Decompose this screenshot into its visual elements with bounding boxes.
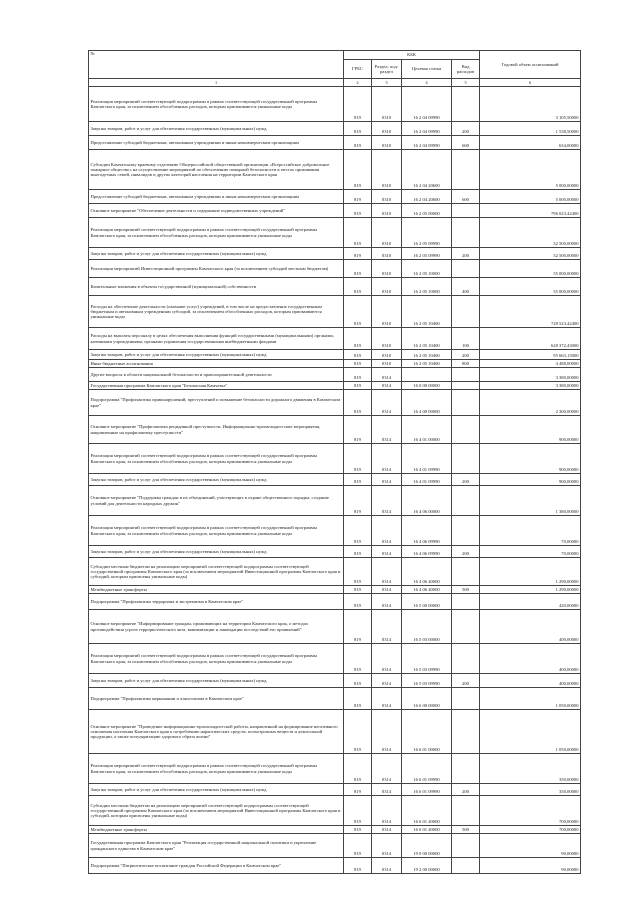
row-vr xyxy=(452,296,480,328)
row-vr: 200 xyxy=(452,350,480,360)
row-razdel: 0310 xyxy=(372,260,402,278)
column-number-row xyxy=(89,79,581,87)
row-sum: 95 663,15000 xyxy=(480,350,581,360)
row-grbs: 819 xyxy=(344,190,372,204)
row-razdel: 0310 xyxy=(372,218,402,248)
row-vr xyxy=(452,416,480,444)
row-vr: 500 xyxy=(452,586,480,594)
row-razdel: 0314 xyxy=(372,710,402,754)
row-razdel: 0310 xyxy=(372,122,402,136)
row-vr: 200 xyxy=(452,784,480,796)
row-cs: 16 2 04 09990 xyxy=(402,136,452,150)
row-name: Закупка товаров, работ и услуг для обеспечения государственных (муниципальных) нужд xyxy=(89,248,344,260)
table-row xyxy=(89,87,581,122)
row-grbs: 819 xyxy=(344,586,372,594)
row-cs: 16 6 01 40000 xyxy=(402,796,452,826)
row-name: Закупка товаров, работ и услуг для обеспечения государственных (муниципальных) нужд xyxy=(89,546,344,558)
row-sum: 90,00000 xyxy=(480,858,581,874)
row-grbs: 819 xyxy=(344,644,372,674)
row-cs: 16 4 06 09990 xyxy=(402,516,452,546)
row-name: Другие вопросы в области национальной безопасности и правоохранительной деятельности xyxy=(89,368,344,382)
row-sum: 1 050,00000 xyxy=(480,710,581,754)
row-grbs: 819 xyxy=(344,594,372,610)
table-row xyxy=(89,586,581,594)
row-sum: 400,00000 xyxy=(480,610,581,644)
row-grbs: 819 xyxy=(344,278,372,296)
table-row xyxy=(89,474,581,486)
row-name: Закупка товаров, работ и услуг для обеспечения государственных (муниципальных) нужд xyxy=(89,784,344,796)
row-razdel: 0310 xyxy=(372,136,402,150)
row-cs: 16 2 05 10400 xyxy=(402,328,452,350)
row-razdel: 0314 xyxy=(372,610,402,644)
row-sum: 700,00000 xyxy=(480,826,581,834)
row-name: Подпрограмма "Профилактика наркомании и алкоголизма в Камчатском крае" xyxy=(89,688,344,710)
row-cs: 16 5 03 09990 xyxy=(402,674,452,688)
row-cs: 16 2 04 09990 xyxy=(402,87,452,122)
row-grbs: 819 xyxy=(344,474,372,486)
row-name: Закупка товаров, работ и услуг для обеспечения государственных (муниципальных) нужд xyxy=(89,674,344,688)
table-row xyxy=(89,710,581,754)
row-cs: 16 2 04 20600 xyxy=(402,150,452,190)
row-name: Реализация мероприятий соответствующей подпрограммы в рамках соответствующей государственной программы Камчатского края, за исключением обособленных расходов, которым присваиваются уникальные коды xyxy=(89,516,344,546)
row-name: Основное мероприятие "Проведение информационно-пропагандистской работы, направленной на формирование негативного отношения населения Камчатского края к потреблению наркотических средств, психотропных веществ и алкогольной продукции, а также популяризацию здорового образа жизни" xyxy=(89,710,344,754)
row-cs: 16 5 03 00000 xyxy=(402,610,452,644)
row-cs: 16 2 05 09990 xyxy=(402,248,452,260)
row-sum: 32 500,00000 xyxy=(480,218,581,248)
row-grbs: 819 xyxy=(344,218,372,248)
table-row xyxy=(89,444,581,474)
row-vr xyxy=(452,368,480,382)
table-row xyxy=(89,826,581,834)
row-razdel: 0310 xyxy=(372,328,402,350)
row-vr xyxy=(452,150,480,190)
row-grbs: 819 xyxy=(344,486,372,516)
header-name xyxy=(89,51,344,79)
row-cs: 16 4 06 40000 xyxy=(402,558,452,586)
row-vr: 200 xyxy=(452,474,480,486)
row-razdel: 0314 xyxy=(372,368,402,382)
table-row xyxy=(89,416,581,444)
row-grbs: 819 xyxy=(344,328,372,350)
row-razdel: 0314 xyxy=(372,858,402,874)
column-number: 3 xyxy=(372,79,402,87)
row-vr xyxy=(452,754,480,784)
row-cs: 19 0 00 00000 xyxy=(402,834,452,858)
row-razdel: 0314 xyxy=(372,834,402,858)
row-sum: 3 380,00000 xyxy=(480,382,581,390)
row-vr: 200 xyxy=(452,674,480,688)
row-grbs: 819 xyxy=(344,150,372,190)
row-vr xyxy=(452,87,480,122)
row-grbs: 819 xyxy=(344,784,372,796)
row-vr: 400 xyxy=(452,278,480,296)
row-grbs: 819 xyxy=(344,390,372,416)
row-cs: 16 6 01 09990 xyxy=(402,754,452,784)
row-cs: 19 2 00 00000 xyxy=(402,858,452,874)
row-vr xyxy=(452,610,480,644)
row-name: Субсидии местным бюджетам на реализацию мероприятий соответствующей подпрограммы соответствующей государственной программы Камчатского края (за исключением мероприятий Инвестиционной программы Камчатского края и субсидий, которым присвоены уникальные коды) xyxy=(89,796,344,826)
table-row xyxy=(89,248,581,260)
row-razdel: 0314 xyxy=(372,784,402,796)
row-cs: 16 4 01 00000 xyxy=(402,416,452,444)
row-cs: 16 2 04 20600 xyxy=(402,190,452,204)
row-cs: 16 2 05 10400 xyxy=(402,350,452,360)
row-sum: 634,00000 xyxy=(480,136,581,150)
row-cs: 16 4 06 00000 xyxy=(402,486,452,516)
row-vr: 200 xyxy=(452,122,480,136)
row-grbs: 819 xyxy=(344,754,372,784)
row-vr xyxy=(452,594,480,610)
row-razdel: 0310 xyxy=(372,278,402,296)
header-razdel: Раздел, под-раздел xyxy=(372,60,402,79)
row-grbs: 819 xyxy=(344,122,372,136)
row-sum: 900,00000 xyxy=(480,416,581,444)
table-row xyxy=(89,390,581,416)
table-row xyxy=(89,350,581,360)
row-cs: 16 5 00 00000 xyxy=(402,594,452,610)
row-sum: 350,00000 xyxy=(480,754,581,784)
row-cs: 16 2 05 09990 xyxy=(402,218,452,248)
row-sum: 3 105,50000 xyxy=(480,87,581,122)
row-sum: 2 300,00000 xyxy=(480,390,581,416)
row-grbs: 819 xyxy=(344,248,372,260)
row-cs: 16 2 04 09990 xyxy=(402,122,452,136)
table-row xyxy=(89,260,581,278)
row-razdel: 0310 xyxy=(372,360,402,368)
row-sum: 728 523,42400 xyxy=(480,296,581,328)
row-sum: 35 000,00000 xyxy=(480,260,581,278)
row-sum: 5 000,00000 xyxy=(480,190,581,204)
table-row xyxy=(89,486,581,516)
row-razdel: 0314 xyxy=(372,382,402,390)
row-sum: 1 290,00000 xyxy=(480,586,581,594)
row-cs: 16 0 00 00000 xyxy=(402,382,452,390)
row-grbs: 819 xyxy=(344,444,372,474)
row-grbs: 819 xyxy=(344,796,372,826)
column-number: 4 xyxy=(402,79,452,87)
row-razdel: 0314 xyxy=(372,516,402,546)
row-cs: 16 4 00 00000 xyxy=(402,390,452,416)
table-row xyxy=(89,382,581,390)
row-cs: 16 4 06 40000 xyxy=(402,586,452,594)
table-row xyxy=(89,136,581,150)
row-sum: 4 488,00000 xyxy=(480,360,581,368)
row-razdel: 0314 xyxy=(372,416,402,444)
table-row xyxy=(89,784,581,796)
row-vr: 800 xyxy=(452,360,480,368)
row-name: Реализация мероприятий соответствующей подпрограммы в рамках соответствующей государственной программы Камчатского края, за исключением обособленных расходов, которым присваиваются уникальные коды xyxy=(89,87,344,122)
row-cs: 16 5 03 09990 xyxy=(402,644,452,674)
row-razdel: 0314 xyxy=(372,586,402,594)
row-grbs: 819 xyxy=(344,136,372,150)
budget-table xyxy=(88,50,581,874)
row-razdel: 0310 xyxy=(372,296,402,328)
row-grbs: 819 xyxy=(344,688,372,710)
row-sum: 400,00000 xyxy=(480,644,581,674)
column-number: 6 xyxy=(480,79,581,87)
row-grbs: 819 xyxy=(344,558,372,586)
row-vr xyxy=(452,204,480,218)
table-row xyxy=(89,754,581,784)
row-vr: 100 xyxy=(452,328,480,350)
row-vr xyxy=(452,390,480,416)
table-body xyxy=(89,87,581,874)
table-row xyxy=(89,674,581,688)
row-sum: 32 500,00000 xyxy=(480,248,581,260)
row-name: Государственная программа Камчатского края "Безопасная Камчатка" xyxy=(89,382,344,390)
row-cs: 16 6 01 40000 xyxy=(402,826,452,834)
row-name: Капитальные вложения в объекты государственной (муниципальной) собственности xyxy=(89,278,344,296)
row-cs: 16 2 05 10400 xyxy=(402,360,452,368)
row-vr: 200 xyxy=(452,546,480,558)
table-row xyxy=(89,368,581,382)
row-cs: 16 2 05 10000 xyxy=(402,278,452,296)
row-name: Основное мероприятие "Профилактика рецидивной преступности. Информационно-пропагандистские мероприятия, направленные на профилактику преступности" xyxy=(89,416,344,444)
row-razdel: 0314 xyxy=(372,546,402,558)
row-vr xyxy=(452,444,480,474)
row-cs: 16 4 01 09990 xyxy=(402,444,452,474)
table-row xyxy=(89,296,581,328)
row-razdel: 0314 xyxy=(372,390,402,416)
row-grbs: 819 xyxy=(344,858,372,874)
row-grbs: 819 xyxy=(344,260,372,278)
row-razdel: 0314 xyxy=(372,444,402,474)
header-kbk: КБК xyxy=(344,51,480,60)
row-name: Закупка товаров, работ и услуг для обеспечения государственных (муниципальных) нужд xyxy=(89,474,344,486)
row-grbs: 819 xyxy=(344,382,372,390)
row-grbs: 819 xyxy=(344,834,372,858)
row-name: Реализация мероприятий соответствующей подпрограммы в рамках соответствующей государственной программы Камчатского края, за исключением обособленных расходов, которым присваиваются уникальные коды xyxy=(89,644,344,674)
row-sum: 3 380,00000 xyxy=(480,368,581,382)
row-vr xyxy=(452,710,480,754)
row-cs: 16 2 05 10000 xyxy=(402,260,452,278)
budget-table-page xyxy=(88,50,580,874)
row-name: Реализация мероприятий соответствующей подпрограммы в рамках соответствующей государственной программы Камчатского края, за исключением обособленных расходов, которым присваиваются уникальные коды xyxy=(89,218,344,248)
row-name: Межбюджетные трансферты xyxy=(89,826,344,834)
row-razdel: 0310 xyxy=(372,190,402,204)
row-vr xyxy=(452,644,480,674)
row-name: Реализация мероприятий Инвестиционной программы Камчатского края (за исключением субсидий местным бюджетам) xyxy=(89,260,344,278)
row-sum: 70,00000 xyxy=(480,516,581,546)
row-vr xyxy=(452,516,480,546)
row-razdel: 0314 xyxy=(372,474,402,486)
row-name: Расходы на выплаты персоналу в целях обеспечения выполнения функций государственными (муниципальными) органами, казенными учреждениями, органами управления государственными внебюджетными фондами xyxy=(89,328,344,350)
header-cs: Целевая статья xyxy=(402,60,452,79)
row-name: Подпрограмма "Профилактика терроризма и экстремизма в Камчатском крае" xyxy=(89,594,344,610)
row-sum: 700,00000 xyxy=(480,796,581,826)
row-razdel: 0314 xyxy=(372,754,402,784)
header-vr: Вид расходов xyxy=(452,60,480,79)
table-row xyxy=(89,796,581,826)
row-razdel: 0314 xyxy=(372,644,402,674)
table-row xyxy=(89,558,581,586)
row-cs: 16 2 05 10400 xyxy=(402,296,452,328)
row-name: Подпрограмма "Патриотическое воспитание граждан Российской Федерации в Камчатском крае" xyxy=(89,858,344,874)
row-vr: 600 xyxy=(452,190,480,204)
table-row xyxy=(89,122,581,136)
row-grbs: 819 xyxy=(344,674,372,688)
row-name: Предоставление субсидий бюджетным, автономным учреждениям и иным некоммерческим организациям xyxy=(89,190,344,204)
row-razdel: 0314 xyxy=(372,486,402,516)
row-grbs: 819 xyxy=(344,296,372,328)
row-vr xyxy=(452,486,480,516)
row-vr xyxy=(452,218,480,248)
row-razdel: 0314 xyxy=(372,796,402,826)
row-grbs: 819 xyxy=(344,360,372,368)
row-grbs: 819 xyxy=(344,546,372,558)
row-razdel: 0310 xyxy=(372,350,402,360)
row-name: Предоставление субсидий бюджетным, автономным учреждениям и иным некоммерческим организациям xyxy=(89,136,344,150)
row-vr xyxy=(452,558,480,586)
table-row xyxy=(89,278,581,296)
row-razdel: 0314 xyxy=(372,558,402,586)
row-name: Субсидии местным бюджетам на реализацию мероприятий соответствующей подпрограммы соответствующей государственной программы Камчатского края (за исключением мероприятий Инвестиционной программы Камчатского края и субсидий, которым присвоены уникальные коды) xyxy=(89,558,344,586)
row-name: Подпрограмма "Профилактика правонарушений, преступлений и повышение безопасности дорожного движения в Камчатском крае" xyxy=(89,390,344,416)
table-row xyxy=(89,688,581,710)
row-razdel: 0314 xyxy=(372,594,402,610)
row-sum: 1 050,00000 xyxy=(480,688,581,710)
row-sum: 900,00000 xyxy=(480,444,581,474)
header-sum: Годовой объем ассигнований xyxy=(480,51,581,79)
row-cs xyxy=(402,368,452,382)
row-sum: 350,00000 xyxy=(480,784,581,796)
row-cs: 16 6 01 09990 xyxy=(402,784,452,796)
row-grbs: 819 xyxy=(344,516,372,546)
row-name: Субсидии Камчатскому краевому отделению Общероссийской общественной организации «Всероссийское добровольное пожарное общество» на осуществление мероприятий по обеспечению пожарной безопасности в местах проживания многодетных семей, инвалидов и других категорий населения на территории Камчатского края xyxy=(89,150,344,190)
row-vr xyxy=(452,260,480,278)
row-name: Закупка товаров, работ и услуг для обеспечения государственных (муниципальных) нужд xyxy=(89,350,344,360)
row-name: Межбюджетные трансферты xyxy=(89,586,344,594)
row-vr xyxy=(452,382,480,390)
row-sum: 1 538,50000 xyxy=(480,122,581,136)
row-sum: 70,00000 xyxy=(480,546,581,558)
row-name: Иные бюджетные ассигнования xyxy=(89,360,344,368)
header-grbs: ГРБС xyxy=(344,60,372,79)
row-name: Закупка товаров, работ и услуг для обеспечения государственных (муниципальных) нужд xyxy=(89,122,344,136)
row-vr: 600 xyxy=(452,136,480,150)
table-row xyxy=(89,204,581,218)
row-cs: 16 6 01 00000 xyxy=(402,710,452,754)
row-grbs: 819 xyxy=(344,204,372,218)
row-razdel: 0310 xyxy=(372,150,402,190)
table-row xyxy=(89,360,581,368)
row-name: Реализация мероприятий соответствующей подпрограммы в рамках соответствующей государственной программы Камчатского края, за исключением обособленных расходов, которым присваиваются уникальные коды xyxy=(89,754,344,784)
row-sum: 5 000,00000 xyxy=(480,150,581,190)
row-sum: 628 372,43000 xyxy=(480,328,581,350)
column-number: 5 xyxy=(452,79,480,87)
row-sum: 420,00000 xyxy=(480,594,581,610)
row-razdel: 0314 xyxy=(372,826,402,834)
row-grbs: 819 xyxy=(344,416,372,444)
table-row xyxy=(89,150,581,190)
column-number: 2 xyxy=(344,79,372,87)
row-vr: 500 xyxy=(452,826,480,834)
row-name: Государственная программа Камчатского края "Реализация государственной национальной политики и укрепление гражданского единства в Камчатском крае" xyxy=(89,834,344,858)
column-number: 1 xyxy=(89,79,344,87)
row-vr: 200 xyxy=(452,248,480,260)
row-grbs: 819 xyxy=(344,368,372,382)
row-vr xyxy=(452,688,480,710)
row-sum: 1 380,00000 xyxy=(480,486,581,516)
table-row xyxy=(89,190,581,204)
table-row xyxy=(89,834,581,858)
row-sum: 796 023,42400 xyxy=(480,204,581,218)
row-grbs: 819 xyxy=(344,87,372,122)
row-razdel: 0310 xyxy=(372,204,402,218)
row-name: Реализация мероприятий соответствующей подпрограммы в рамках соответствующей государственной программы Камчатского края, за исключением обособленных расходов, которым присваиваются уникальные коды xyxy=(89,444,344,474)
row-grbs: 819 xyxy=(344,610,372,644)
row-sum: 900,00000 xyxy=(480,474,581,486)
table-row xyxy=(89,328,581,350)
table-row xyxy=(89,516,581,546)
table-row xyxy=(89,858,581,874)
row-name: Основное мероприятие "Информирование граждан, проживающих на территории Камчатского края, о методах противодействия угрозе террористического акта, минимизации и ликвидации последствий его проявлений" xyxy=(89,610,344,644)
row-grbs: 819 xyxy=(344,350,372,360)
row-cs: 16 2 05 00000 xyxy=(402,204,452,218)
row-sum: 400,00000 xyxy=(480,674,581,688)
table-row xyxy=(89,594,581,610)
row-cs: 16 6 00 00000 xyxy=(402,688,452,710)
row-sum: 90,00000 xyxy=(480,834,581,858)
table-row xyxy=(89,218,581,248)
row-cs: 16 4 01 09990 xyxy=(402,474,452,486)
row-sum: 1 290,00000 xyxy=(480,558,581,586)
row-cs: 16 4 06 09990 xyxy=(402,546,452,558)
row-name: Расходы на обеспечение деятельности (оказание услуг) учреждений, в том числе на предоставление государственным бюджетным и автономным учреждениям субсидий, за исключением обособленных расходов, которым присваиваются уникальные коды xyxy=(89,296,344,328)
table-row xyxy=(89,546,581,558)
row-grbs: 819 xyxy=(344,710,372,754)
header-number-sign: № xyxy=(90,51,95,56)
table-row xyxy=(89,644,581,674)
row-razdel: 0314 xyxy=(372,688,402,710)
row-vr xyxy=(452,858,480,874)
row-sum: 35 000,00000 xyxy=(480,278,581,296)
row-razdel: 0314 xyxy=(372,674,402,688)
row-name: Основное мероприятие "Обеспечение деятельности и содержание подведомственных учреждений" xyxy=(89,204,344,218)
row-vr xyxy=(452,796,480,826)
row-grbs: 819 xyxy=(344,826,372,834)
row-razdel: 0310 xyxy=(372,248,402,260)
row-vr xyxy=(452,834,480,858)
row-name: Основное мероприятие "Поддержка граждан и их объединений, участвующих в охране общественного порядка, создание условий для деятельности народных дружин" xyxy=(89,486,344,516)
row-razdel: 0310 xyxy=(372,87,402,122)
table-row xyxy=(89,610,581,644)
